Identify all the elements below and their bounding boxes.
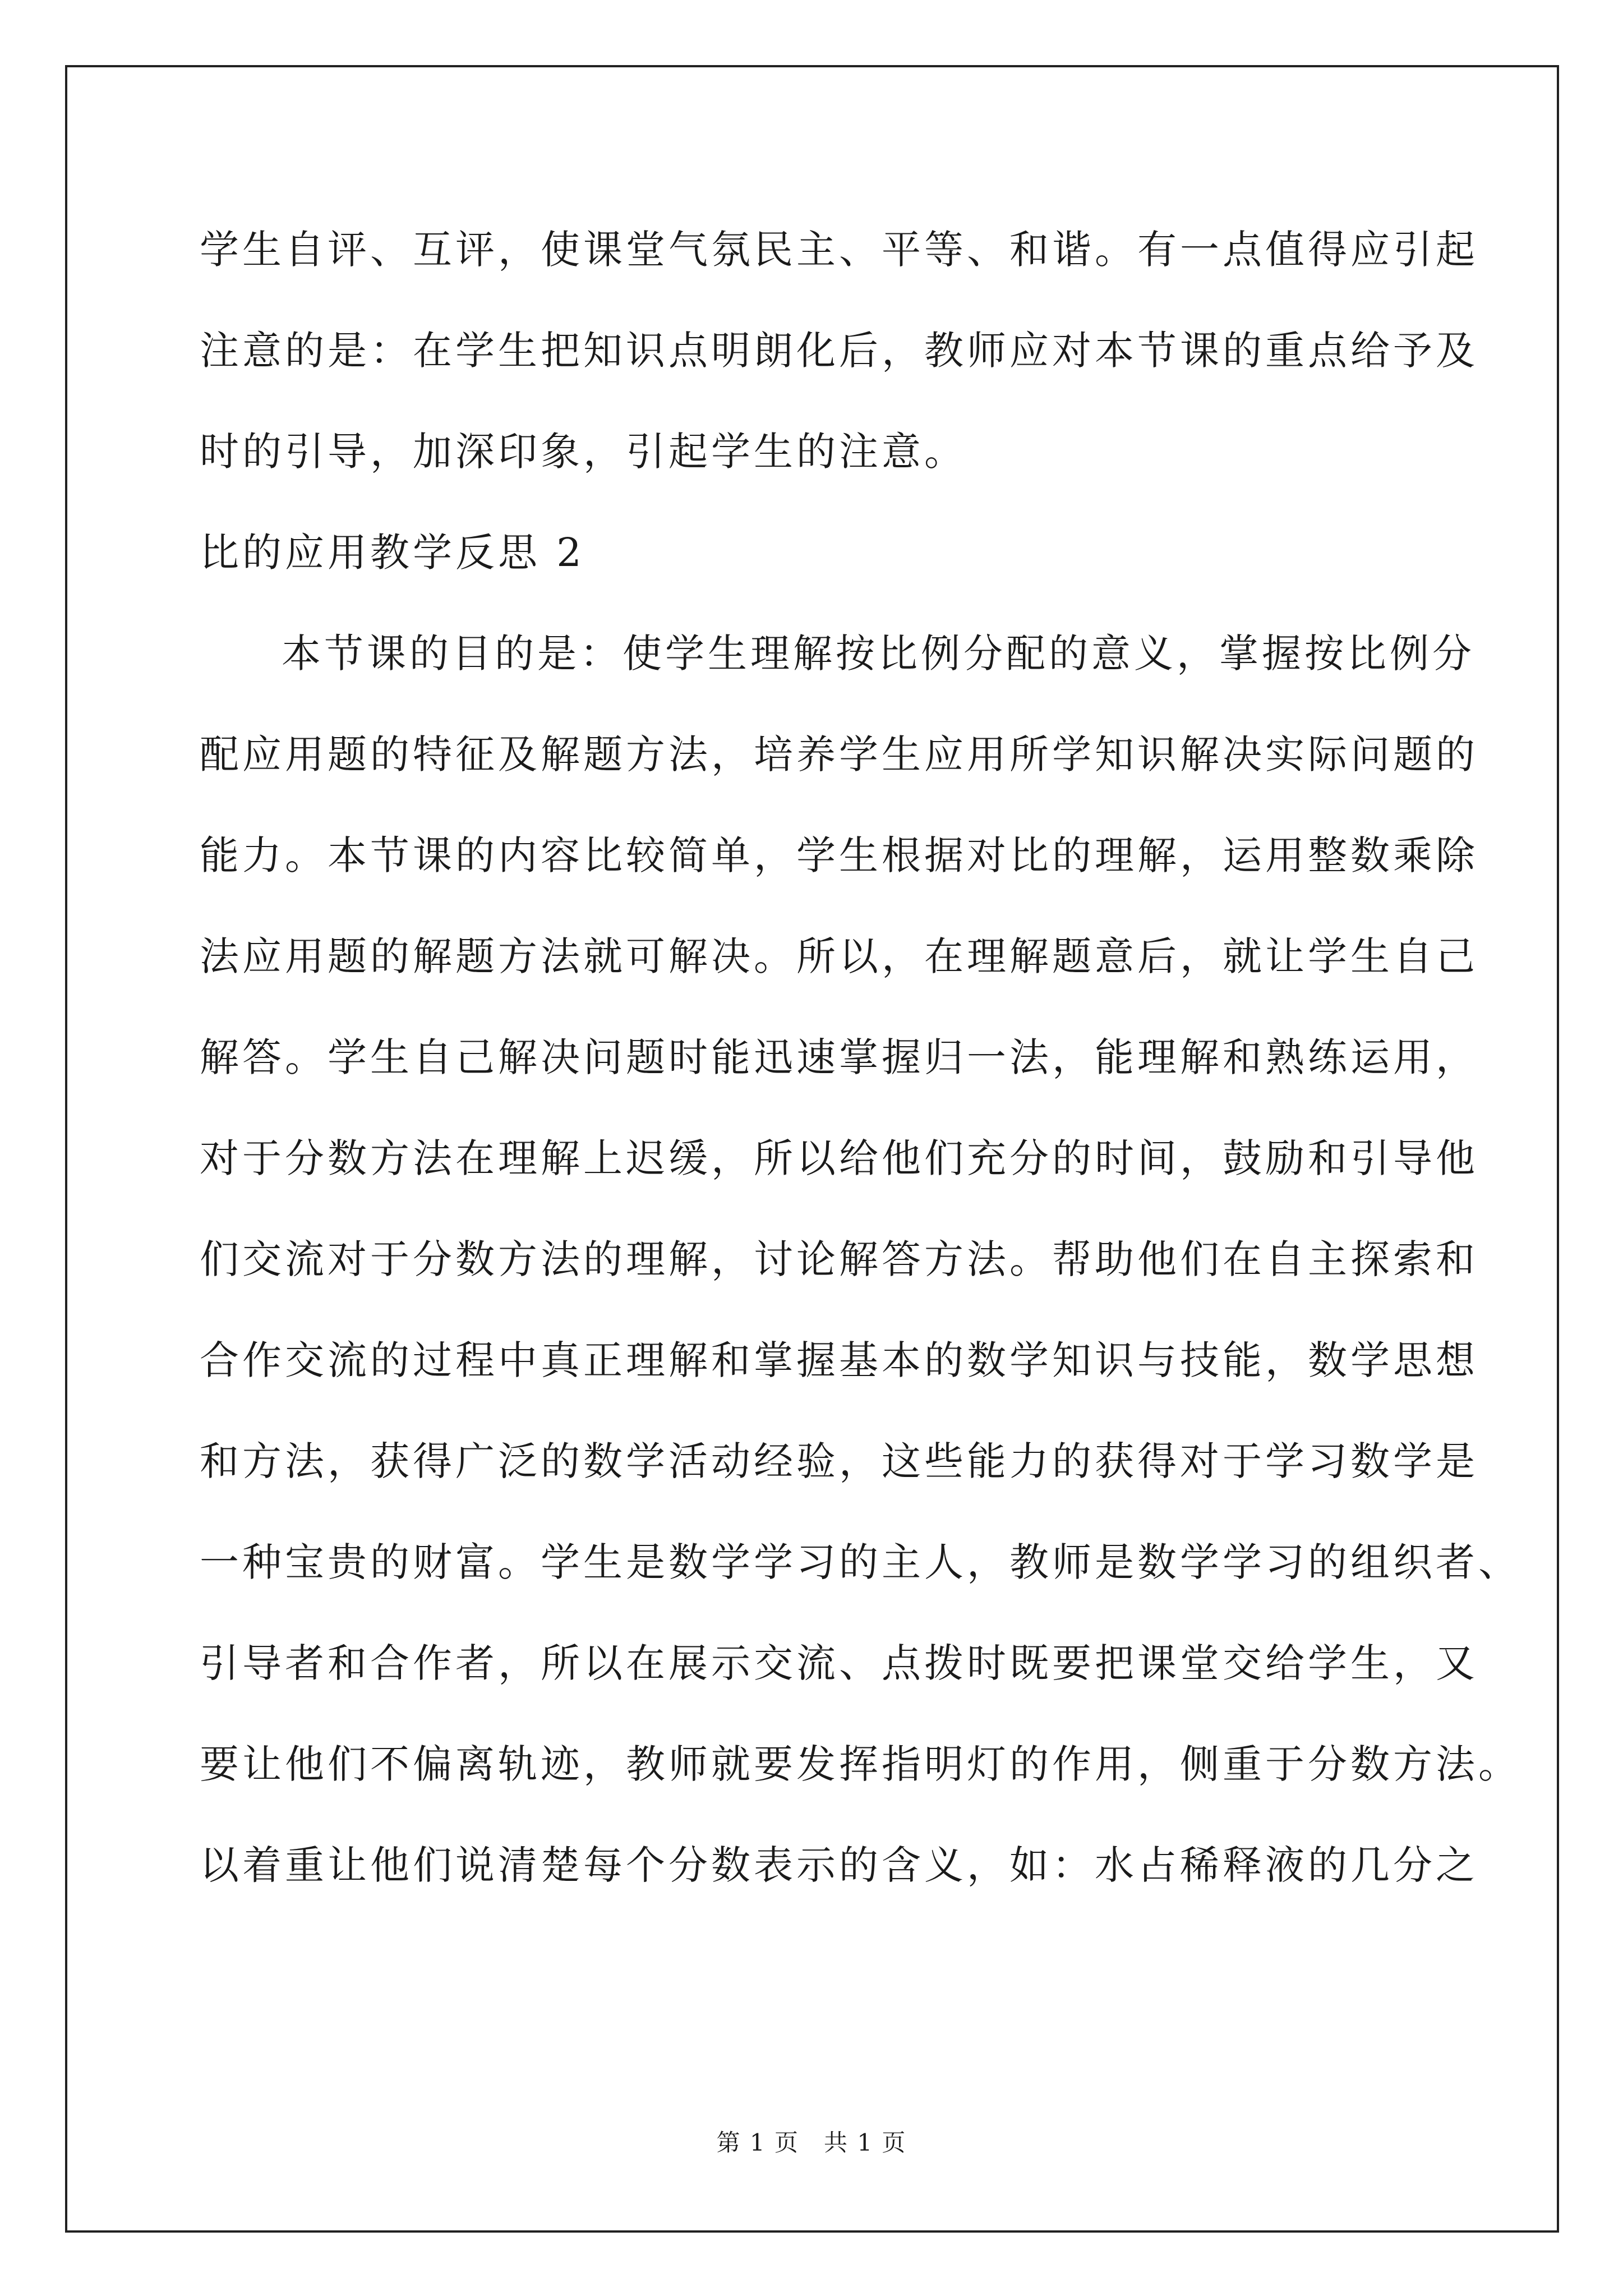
paragraph-line: 学生自评、互评，使课堂气氛民主、平等、和谐。有一点值得应引起 — [200, 227, 1478, 273]
page-number: 第 1 页 共 1 页 — [716, 2129, 907, 2156]
paragraph-line: 引导者和合作者，所以在展示交流、点拨时既要把课堂交给学生，又 — [200, 1640, 1478, 1686]
section-heading: 比的应用教学反思 2 — [200, 530, 585, 576]
paragraph-line: 要让他们不偏离轨迹，教师就要发挥指明灯的作用，侧重于分数方法。 — [200, 1741, 1521, 1787]
paragraph-line: 能力。本节课的内容比较简单，学生根据对比的理解，运用整数乘除 — [200, 832, 1478, 878]
paragraph-line: 一种宝贵的财富。学生是数学学习的主人，教师是数学学习的组织者、 — [200, 1539, 1521, 1585]
paragraph-line: 注意的是：在学生把知识点明朗化后，教师应对本节课的重点给予及 — [200, 328, 1478, 374]
paragraph-line: 对于分数方法在理解上迟缓，所以给他们充分的时间，鼓励和引导他 — [200, 1135, 1478, 1181]
paragraph-line: 解答。学生自己解决问题时能迅速掌握归一法，能理解和熟练运用， — [200, 1034, 1478, 1080]
paragraph-line: 们交流对于分数方法的理解，讨论解答方法。帮助他们在自主探索和 — [200, 1236, 1478, 1282]
paragraph-line: 时的引导，加深印象，引起学生的注意。 — [200, 429, 967, 475]
paragraph-line: 配应用题的特征及解题方法，培养学生应用所学知识解决实际问题的 — [200, 731, 1478, 777]
paragraph-line: 合作交流的过程中真正理解和掌握基本的数学知识与技能，数学思想 — [200, 1337, 1478, 1383]
paragraph-line: 和方法，获得广泛的数学活动经验，这些能力的获得对于学习数学是 — [200, 1438, 1478, 1484]
paragraph-line: 本节课的目的是：使学生理解按比例分配的意义，掌握按比例分 — [282, 631, 1475, 677]
paragraph-line: 以着重让他们说清楚每个分数表示的含义，如：水占稀释液的几分之 — [200, 1842, 1478, 1888]
paragraph-line: 法应用题的解题方法就可解决。所以，在理解题意后，就让学生自己 — [200, 933, 1478, 979]
